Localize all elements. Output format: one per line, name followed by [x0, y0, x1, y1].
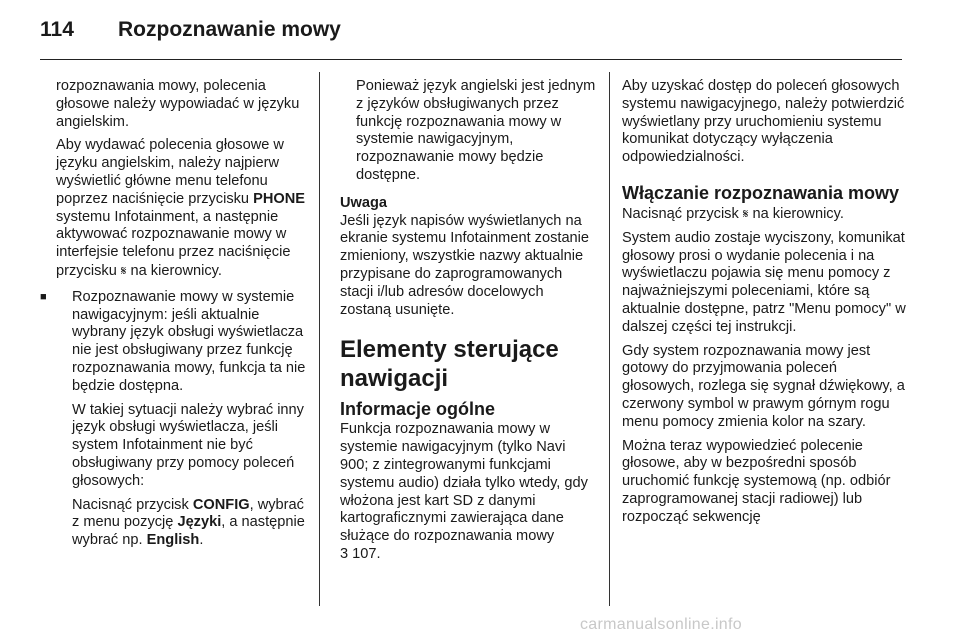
paragraph: rozpoznawania mowy, polecenia głosowe należy wypowiadać w języku angielskim.: [56, 78, 300, 130]
column-divider-2: [609, 72, 610, 606]
bullet-icon: ■: [40, 290, 47, 303]
subsection-heading: Włączanie rozpoznawania mowy: [622, 182, 900, 203]
paragraph: Nacisnąć przycisk 𝄋 na kierownicy.: [622, 205, 844, 222]
note-label: Uwaga: [340, 194, 388, 211]
column-divider-1: [319, 72, 320, 606]
header-divider: [40, 59, 902, 60]
page-title: Rozpoznawanie mowy: [118, 18, 341, 41]
paragraph: Funkcja rozpoznawania mowy w systemie nawigacyjnym (tylko Navi 900; z zintegrowanymi funkcjami systemu audio) działa tylko wtedy, gdy włożona jest kart SD z danymi kartograficznymi zawierająca dane służące do rozpoznawania mowy 3 107.: [340, 421, 588, 562]
paragraph: Można teraz wypowiedzieć polecenie głosowe, aby w bezpośredni sposób uruchomić funkcję systemową (np. odbiór zaprogramowanej stacji radiowej) lub rozpocząć sekwencję: [622, 437, 891, 525]
paragraph: Aby uzyskać dostęp do poleceń głosowych systemu nawigacyjnego, należy potwierdzić wyświetlany przy uruchomieniu systemu komunikat dotyczący wyłączenia odpowiedzialności.: [622, 78, 905, 166]
page-number: 114: [40, 18, 74, 41]
phone-button-label: PHONE: [253, 190, 306, 207]
english-option-label: English: [146, 532, 200, 549]
paragraph: Rozpoznawanie mowy w systemie nawigacyjnym: jeśli aktualnie wybrany język obsługi wyświetlacza nie jest obsługiwany przez funkcję rozpoznawania mowy, funkcja ta nie będzie dostępna.: [72, 288, 306, 394]
paragraph: System audio zostaje wyciszony, komunikat głosowy prosi o wydanie polecenia i na wyświetlaczu pojawia się menu pomocy z najważniejszymi poleceniami, które są aktualnie dostępne, patrz "Menu pomocy" w dalszej części tej instrukcji.: [622, 229, 906, 335]
voice-control-icon: 𝄋: [120, 262, 127, 278]
list-item: [40, 288, 308, 550]
note-text: Jeśli język napisów wyświetlanych na ekranie systemu Infotainment zostanie zmieniony, wszystkie nazwy aktualnie przypisane do zaprogramowanych stacji i/lub adresów docelowych zostaną usunięte.: [340, 212, 590, 318]
config-button-label: CONFIG: [192, 496, 250, 513]
page-reference-icon: 3: [340, 545, 349, 562]
paragraph: Gdy system rozpoznawania mowy jest gotowy do przyjmowania poleceń głosowych, rozlega się sygnał dźwiękowy, a czerwony symbol w prawym górnym rogu menu pomocy zmienia kolor na szary.: [622, 342, 905, 430]
paragraph: Aby wydawać polecenia głosowe w języku angielskim, należy najpierw wyświetlić główne menu telefonu poprzez naciśnięcie przycisku PHONE systemu Infotainment, a następnie aktywować rozpoznawanie mowy w interfejsie telefonu przez naciśnięcie przycisku 𝄋 na kierownicy.: [56, 137, 306, 279]
column-3: [622, 78, 906, 533]
subsection-heading: Informacje ogólne: [340, 399, 496, 420]
note-block: [340, 195, 596, 320]
voice-control-icon: 𝄋: [742, 205, 749, 221]
column-1: [40, 78, 308, 556]
paragraph: W takiej sytuacji należy wybrać inny język obsługi wyświetlacza, jeśli system Infotainment nie być obsługiwany przy pomocy poleceń głosowych:: [72, 401, 304, 489]
paragraph: Ponieważ język angielski jest jednym z języków obsługiwanych przez funkcję rozpoznawania mowy w systemie nawigacyjnym, rozpoznawanie mowy będzie dostępne.: [356, 78, 596, 183]
languages-menu-label: Języki: [177, 514, 222, 531]
section-heading: Elementy sterujące nawigacji: [340, 336, 559, 393]
paragraph: Nacisnąć przycisk CONFIG, wybrać z menu pozycję Języki, a następnie wybrać np. English.: [72, 496, 305, 549]
watermark: carmanualsonline.info: [580, 616, 742, 633]
column-2: [340, 78, 596, 570]
